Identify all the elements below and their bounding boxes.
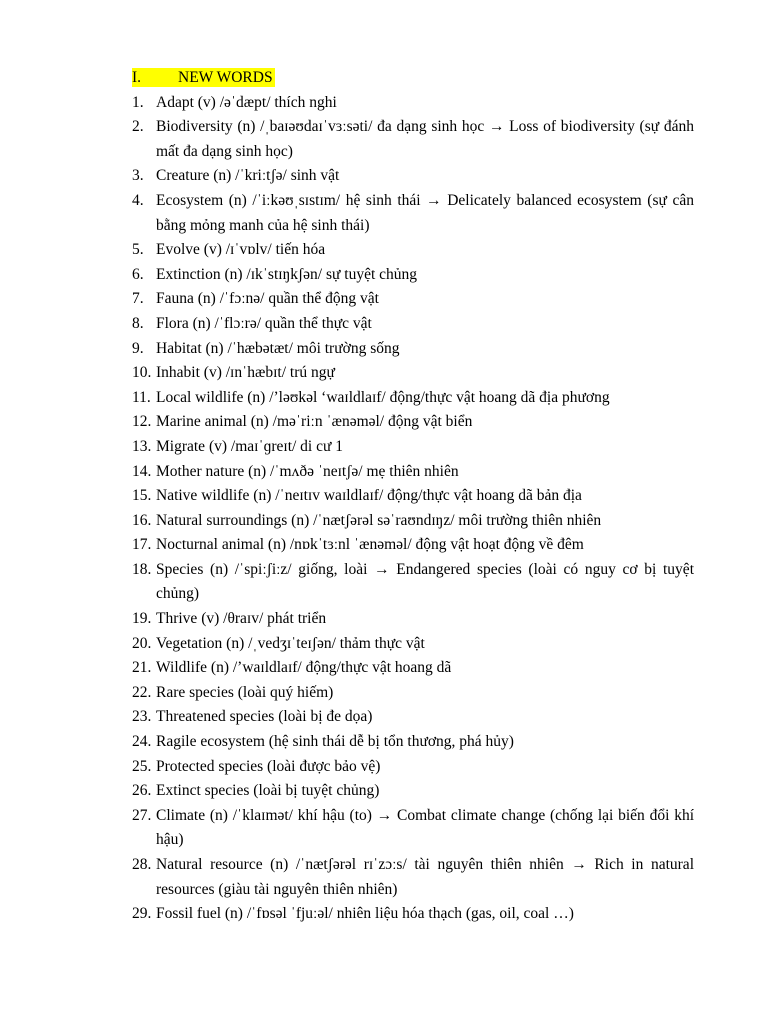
vocab-item [132, 263, 694, 288]
item-text: Natural surroundings (n) /ˈnætʃərəl səˈraʊndɪŋz/ môi trường thiên nhiên [156, 511, 602, 529]
vocab-item [132, 238, 694, 263]
item-text: Extinct species (loài bị tuyệt chủng) [156, 782, 380, 800]
vocab-item [132, 533, 694, 558]
item-text: Local wildlife (n) /’ləʊkəl ‘waɪldlaɪf/ động/thực vật hoang dã địa phương [156, 388, 610, 406]
item-number: 4. [132, 191, 144, 209]
vocab-item [132, 115, 694, 164]
item-text: Nocturnal animal (n) /nɒkˈtɜːnl ˈænəməl/ động vật hoạt động về đêm [156, 536, 584, 554]
item-number: 27. [132, 806, 152, 824]
item-number: 26. [132, 782, 152, 800]
item-number: 23. [132, 708, 152, 726]
item-text: Habitat (n) /ˈhæbətæt/ môi trường sống [156, 339, 400, 357]
vocab-item [132, 460, 694, 485]
vocab-item [132, 705, 694, 730]
vocab-item [132, 435, 694, 460]
item-number: 17. [132, 536, 152, 554]
item-text: Extinction (n) /ɪkˈstɪŋkʃən/ sự tuyệt chủng [156, 265, 418, 283]
item-text: Rare species (loài quý hiếm) [156, 683, 334, 701]
item-text: Thrive (v) /θraɪv/ phát triển [156, 610, 327, 628]
vocab-item [132, 509, 694, 534]
item-text: Wildlife (n) /’waɪldlaɪf/ động/thực vật hoang dã [156, 659, 452, 677]
item-text: Adapt (v) /əˈdæpt/ thích nghi [156, 93, 337, 111]
item-text: Fossil fuel (n) /ˈfɒsəl ˈfjuːəl/ nhiên liệu hóa thạch (gas, oil, coal …) [156, 905, 574, 923]
item-text: Creature (n) /ˈkriːtʃə/ sinh vật [156, 167, 340, 185]
vocab-item [132, 410, 694, 435]
item-text: Protected species (loài được bảo vệ) [156, 757, 381, 775]
vocab-item [132, 91, 694, 116]
section-heading [132, 66, 694, 91]
vocab-item [132, 337, 694, 362]
item-number: 14. [132, 462, 152, 480]
item-number: 3. [132, 167, 144, 185]
item-number: 10. [132, 364, 152, 382]
vocab-item [132, 681, 694, 706]
item-text: Biodiversity (n) /ˌbaɪəʊdaɪˈvɜːsəti/ đa dạng sinh học → Loss of biodiversity (sự đánh mất đa dạng sinh học) [156, 118, 694, 160]
item-text: Marine animal (n) /məˈriːn ˈænəməl/ động vật biển [156, 413, 473, 431]
vocab-item [132, 804, 694, 853]
item-number: 15. [132, 487, 152, 505]
vocab-item [132, 779, 694, 804]
item-number: 22. [132, 683, 152, 701]
item-number: 24. [132, 733, 152, 751]
vocab-item [132, 164, 694, 189]
item-text: Fauna (n) /ˈfɔːnə/ quần thể động vật [156, 290, 379, 308]
vocab-item [132, 607, 694, 632]
vocab-item [132, 361, 694, 386]
item-text: Native wildlife (n) /ˈneɪtɪv waɪldlaɪf/ động/thực vật hoang dã bản địa [156, 487, 582, 505]
item-text: Vegetation (n) /ˌvedʒɪˈteɪʃən/ thảm thực vật [156, 634, 425, 652]
item-text: Natural resource (n) /ˈnætʃərəl rɪˈzɔːs/ tài nguyên thiên nhiên → Rich in natural resources (giàu tài nguyên thiên nhiên) [156, 856, 694, 898]
item-number: 5. [132, 241, 144, 259]
vocab-item [132, 755, 694, 780]
item-text: Migrate (v) /maɪˈɡreɪt/ di cư 1 [156, 437, 344, 455]
item-text: Ragile ecosystem (hệ sinh thái dễ bị tổn thương, phá hủy) [156, 733, 514, 751]
item-number: 7. [132, 290, 144, 308]
item-number: 18. [132, 560, 152, 578]
item-text: Mother nature (n) /ˈmʌðə ˈneɪtʃə/ mẹ thiên nhiên [156, 462, 459, 480]
vocab-item [132, 189, 694, 238]
item-number: 11. [132, 388, 151, 406]
vocab-item [132, 656, 694, 681]
item-text: Inhabit (v) /ɪnˈhæbɪt/ trú ngự [156, 364, 335, 382]
item-number: 12. [132, 413, 152, 431]
vocab-item [132, 853, 694, 902]
item-number: 20. [132, 634, 152, 652]
item-number: 16. [132, 511, 152, 529]
vocab-item [132, 312, 694, 337]
item-number: 28. [132, 856, 152, 873]
heading-highlight [132, 68, 275, 87]
heading-number: I. [132, 69, 142, 86]
item-text: Flora (n) /ˈflɔːrə/ quần thể thực vật [156, 314, 372, 332]
item-text: Evolve (v) /ɪˈvɒlv/ tiến hóa [156, 241, 326, 259]
document-content [132, 66, 694, 927]
item-number: 19. [132, 610, 152, 628]
item-number: 25. [132, 757, 152, 775]
item-number: 8. [132, 314, 144, 332]
vocab-item [132, 902, 694, 927]
item-number: 29. [132, 905, 152, 923]
item-number: 1. [132, 93, 144, 111]
vocab-item [132, 632, 694, 657]
vocab-item [132, 730, 694, 755]
vocab-item [132, 386, 694, 411]
vocab-item [132, 484, 694, 509]
item-number: 21. [132, 659, 152, 677]
vocabulary-list [132, 91, 694, 927]
item-text: Threatened species (loài bị đe dọa) [156, 708, 373, 726]
item-number: 9. [132, 339, 144, 357]
item-text: Species (n) /ˈspiːʃiːz/ giống, loài → Endangered species (loài có nguy cơ bị tuyệt chủng) [156, 560, 694, 603]
heading-title: NEW WORDS [178, 69, 273, 86]
item-number: 2. [132, 118, 144, 136]
item-text: Climate (n) /ˈklaɪmət/ khí hậu (to) → Combat climate change (chống lại biến đổi khí hậu) [156, 806, 694, 849]
item-number: 6. [132, 265, 144, 283]
vocab-item [132, 287, 694, 312]
item-number: 13. [132, 437, 152, 455]
item-text: Ecosystem (n) /ˈiːkəʊˌsɪstɪm/ hệ sinh thái → Delicately balanced ecosystem (sự cân bằng mỏng manh của hệ sinh thái) [156, 191, 694, 234]
vocab-item [132, 558, 694, 607]
